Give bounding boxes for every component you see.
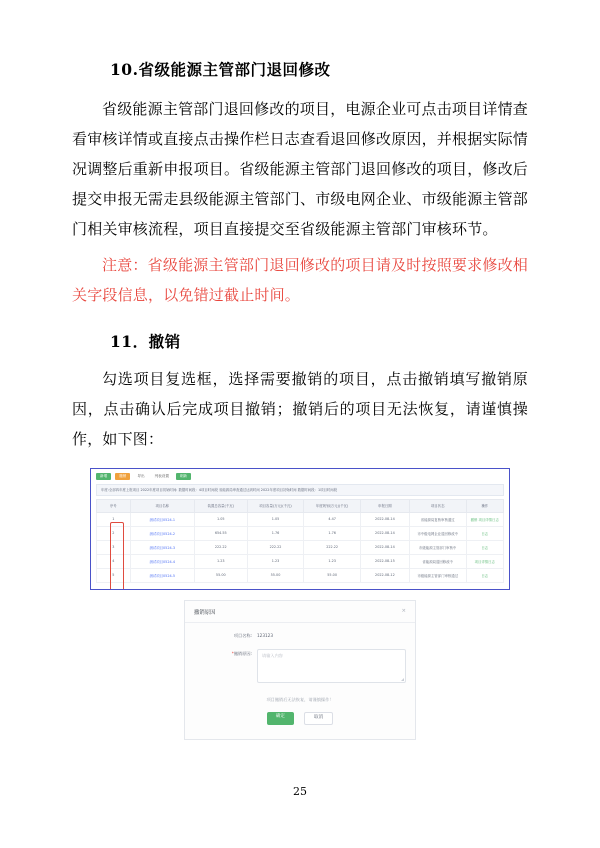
project-name-label: 项目名称: (233, 632, 252, 638)
th-year-plan: 年度规划(万元)(千瓦) (304, 499, 361, 512)
new-project-button[interactable]: 新增 (96, 473, 111, 480)
cell-date: 2022-08-14 (360, 540, 409, 554)
cell-status: 市级能源主管部门审核中 (409, 540, 466, 554)
column-settings-link[interactable]: 列表设置 (154, 473, 169, 478)
cell-project-capacity: 222.22 (247, 540, 304, 554)
table-row[interactable] (97, 568, 504, 582)
screenshot-toolbar (96, 473, 504, 480)
dialog-buttons (185, 712, 415, 726)
cell-status: 市级能源主管部门审核通过 (409, 568, 466, 582)
page-content (72, 58, 528, 740)
cell-name[interactable]: 测试项目0524-3 (130, 540, 194, 554)
cell-action[interactable]: 日志 (466, 540, 504, 554)
th-index: 序号 (97, 499, 131, 512)
cell-index: 1 (97, 512, 131, 526)
cell-project-capacity: 1.76 (247, 526, 304, 540)
table-header-row (97, 499, 504, 512)
cancel-button[interactable]: 取消 (304, 712, 333, 726)
cell-index: 2 (97, 526, 131, 540)
table-row[interactable] (97, 540, 504, 554)
th-status: 项目状态 (409, 499, 466, 512)
cell-capacity: 1.05 (194, 512, 247, 526)
cell-name[interactable]: 测试项目0524-2 (130, 526, 194, 540)
cell-name[interactable]: 测试项目0524-4 (130, 554, 194, 568)
cell-index: 5 (97, 568, 131, 582)
cell-action[interactable]: 项目详情日志 (466, 554, 504, 568)
cell-capacity: 222.22 (194, 540, 247, 554)
cell-status: 市中级电网企业退回修改中 (409, 526, 466, 540)
section-11-paragraph: 勾选项目复选框，选择需要撤销的项目，点击撤销填写撤销原因，点击确认后完成项目撤销；撤销后的项目无法恢复，请谨慎操作，如下图： (72, 370, 528, 448)
cell-date: 2022-08-12 (360, 568, 409, 582)
cell-name[interactable]: 测试项目0524-5 (130, 568, 194, 582)
confirm-button[interactable]: 确定 (267, 712, 294, 726)
th-date: 申报日期 (360, 499, 409, 512)
project-table (96, 499, 504, 583)
reason-textarea[interactable]: 请输入内容 (257, 649, 406, 683)
cell-capacity: 55.00 (194, 568, 247, 582)
cell-year-plan: 222.22 (304, 540, 361, 554)
cell-capacity: 654.55 (194, 526, 247, 540)
cancel-project-button[interactable]: 撤销 (115, 473, 130, 480)
dialog-field-reason (185, 641, 415, 683)
page-number: 25 (293, 785, 307, 798)
cell-action[interactable]: 日志 (466, 526, 504, 540)
cell-date: 2022-08-14 (360, 512, 409, 526)
th-capacity: 装置总容量(千瓦) (194, 499, 247, 512)
th-action: 操作 (466, 499, 504, 512)
dialog-field-project-name (185, 623, 415, 641)
section-10-paragraph: 省级能源主管部门退回修改的项目，电源企业可点击项目详情查看审核详情或直接点击操作栏日志查看退回修改原因，并根据实际情况调整后重新申报项目。省级能源主管部门退回修改的项目，修改后提交申报无需走县级能源主管部门、市级电网企业、市级能源主管部门相关审核流程，项目直接提交至省级能源主管部门审核环节。 (72, 100, 529, 238)
refresh-button[interactable]: 刷新 (176, 473, 191, 480)
cell-year-plan: 4.47 (304, 512, 361, 526)
cell-capacity: 1.23 (194, 554, 247, 568)
screenshot-project-list (90, 468, 510, 590)
screenshot-cancel-dialog (184, 600, 416, 741)
cell-name[interactable]: 测试项目0524-1 (130, 512, 194, 526)
cell-year-plan: 1.23 (304, 554, 361, 568)
filter-bar: 年度:全部四年度上报项目 2022年度项目初始时间: 数据时间段：4项目时间段 省能源局审查通过达到时间 2022年度项目初始时间 数据时间段：1项目时间段 (96, 484, 504, 496)
close-icon[interactable]: × (401, 607, 406, 614)
table-row[interactable] (97, 526, 504, 540)
cell-status: 省能源局退回修改中 (409, 554, 466, 568)
cell-action[interactable]: 撤销 项目详情日志 (466, 512, 504, 526)
section-heading-10: 10.省级能源主管部门退回修改 (110, 60, 331, 79)
cell-action[interactable]: 日志 (466, 568, 504, 582)
cell-date: 2022-08-15 (360, 554, 409, 568)
cell-index: 4 (97, 554, 131, 568)
project-name-value: 123123 (257, 632, 273, 638)
dialog-tip: 项目撤销后无法恢复，请谨慎操作！ (266, 696, 334, 702)
cell-index: 3 (97, 540, 131, 554)
export-link[interactable]: 导出 (137, 473, 145, 478)
cell-project-capacity: 1.05 (247, 512, 304, 526)
section-10-note: 注意：省级能源主管部门退回修改的项目请及时按照要求修改相关字段信息，以免错过截止时间。 (72, 256, 528, 304)
table-row[interactable] (97, 512, 504, 526)
cell-project-capacity: 55.00 (247, 568, 304, 582)
table-row[interactable] (97, 554, 504, 568)
cell-year-plan: 1.76 (304, 526, 361, 540)
th-name: 项目名称 (130, 499, 194, 512)
section-heading-11: 11．撤销 (110, 332, 181, 351)
cell-status: 省能源局复核审核通过 (409, 512, 466, 526)
th-project-capacity: 项目容量(万元)(千瓦) (247, 499, 304, 512)
reason-label: *撤销原因: (231, 650, 252, 656)
cell-project-capacity: 1.23 (247, 554, 304, 568)
cell-year-plan: 55.00 (304, 568, 361, 582)
dialog-title: 撤销原因 (194, 609, 216, 616)
dialog-header (185, 601, 415, 623)
figure-screenshots (72, 468, 528, 740)
cell-date: 2022-08-14 (360, 526, 409, 540)
